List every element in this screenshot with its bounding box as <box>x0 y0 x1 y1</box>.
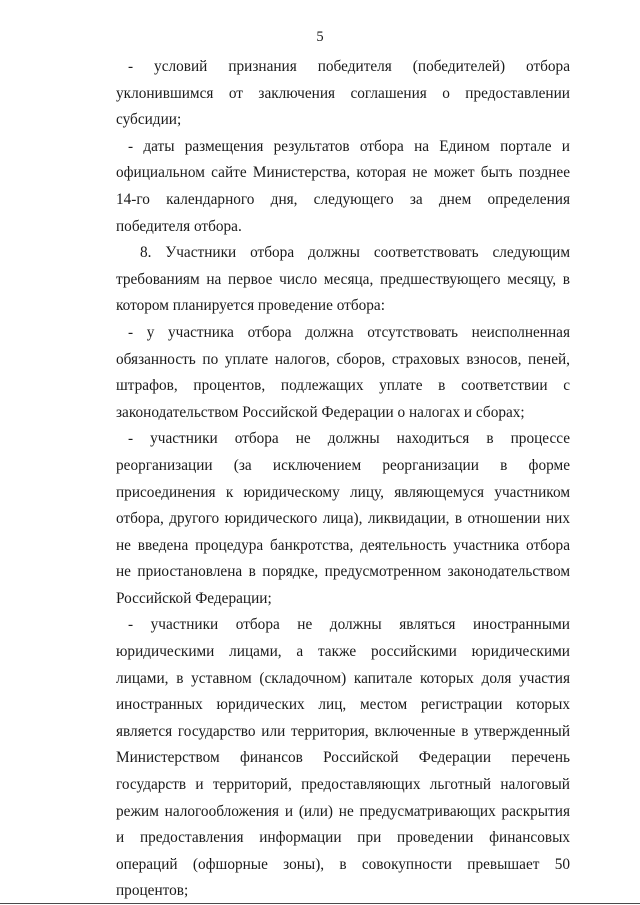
paragraph-reorganization-liquidation: - участники отбора не должны находиться в процессе реорганизации (за исключением реорганизации в форме присоединения к юридическому лицу, являющемуся участником отбора, другого юридического лица), ликвидации, в отношении них не введена процедура банкротства, деятельность участника отбора не приостановлена в порядке, предусмотренном законодательством Российской Федерации; <box>116 430 570 607</box>
paragraph-tax-obligations: - у участника отбора должна отсутствовать неисполненная обязанность по уплате налогов, сборов, страховых взносов, пеней, штрафов, процентов, подлежащих уплате в соответствии с законодательством Российской Федерации о налогах и сборах; <box>116 323 570 421</box>
paragraph-foreign-entities: - участники отбора не должны являться иностранными юридическими лицами, а также российскими юридическими лицами, в уставном (складочном) капитале которых доля участия иностранных юридических лиц, местом регистрации которых является государство или территория, включенные в утвержденный Министерством финансов Российской Федерации перечень государств и территорий, предоставляющих льготный налоговый режим налогообложения и (или) не предусматривающих раскрытия и предоставления информации при проведении финансовых операций (офшорные зоны), в совокупности превышает 50 процентов; <box>116 616 570 900</box>
footer-divider <box>0 903 640 904</box>
paragraph-results-publication-date: - даты размещения результатов отбора на Едином портале и официальном сайте Министерства, которая не может быть позднее 14-го календарного дня, следующего за днем определения победителя отбора. <box>116 137 570 235</box>
document-body <box>116 54 570 905</box>
paragraph-participant-requirements: 8. Участники отбора должны соответствовать следующим требованиям на первое число месяца, предшествующего месяцу, в котором планируется проведение отбора: <box>116 244 570 315</box>
page-number: 5 <box>316 29 324 45</box>
paragraph-winner-evasion-terms: - условий признания победителя (победителей) отбора уклонившимся от заключения соглашения о предоставлении субсидии; <box>116 58 570 129</box>
